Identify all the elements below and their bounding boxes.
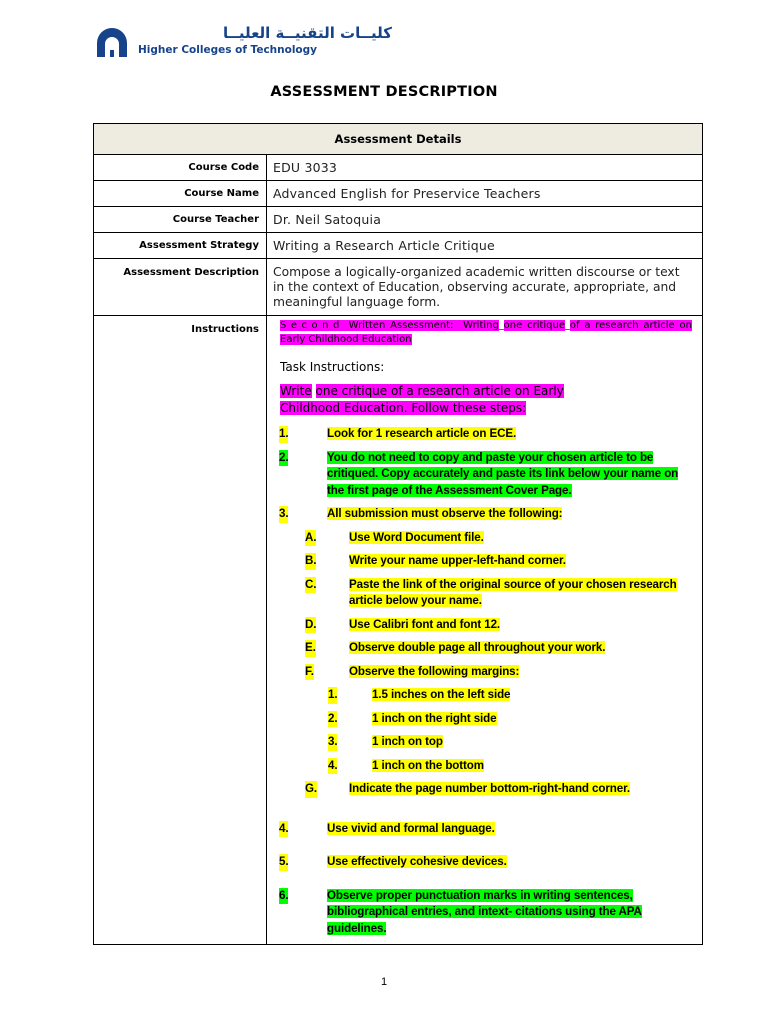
- margin-3-text: 1 inch on top: [372, 735, 443, 748]
- page-number: 1: [380, 976, 388, 988]
- list-item: B. Write your name upper-left-hand corner.: [327, 553, 692, 570]
- step-1-text: Look for 1 research article on ECE.: [327, 427, 517, 440]
- sub-step-c-text: Paste the link of the original source of your chosen research article below your name.: [349, 577, 677, 607]
- sub-step-b-text: Write your name upper-left-hand corner.: [349, 554, 566, 567]
- list-item: A. Use Word Document file.: [327, 530, 692, 547]
- table-row: [94, 181, 703, 207]
- intro-write: Write: [280, 384, 312, 398]
- margin-1-text: 1.5 inches on the left side: [372, 688, 511, 701]
- hct-arch-logo-icon: [95, 26, 129, 58]
- task-instructions-title: Task Instructions:: [280, 360, 385, 374]
- list-item: 5. Use effectively cohesive devices.: [303, 854, 692, 871]
- step-6-text: Observe proper punctuation marks in writing sentences, bibliographical entries, and intext- citations using the APA guidelines.: [327, 888, 642, 935]
- document-title: ASSESSMENT DESCRIPTION: [270, 84, 498, 100]
- table-row: [94, 207, 703, 233]
- assessment-details-table: [93, 123, 703, 945]
- course-code-value: EDU 3033: [267, 155, 703, 181]
- course-name-value: Advanced English for Preservice Teachers: [267, 181, 703, 207]
- table-row: [94, 233, 703, 259]
- sub-step-g-text: Indicate the page number bottom-right-hand corner.: [349, 782, 630, 795]
- intro-text: one critique of a research article on Early Childhood Education. Follow these steps:: [280, 384, 564, 415]
- writing-text: Writing: [463, 320, 499, 331]
- table-header: Assessment Details: [94, 124, 703, 155]
- assessment-description-label: Assessment Description: [94, 259, 267, 316]
- step-5-text: Use effectively cohesive devices.: [327, 855, 507, 868]
- second-assessment-line: [280, 319, 692, 347]
- list-item: D. Use Calibri font and font 12.: [327, 617, 692, 634]
- task-intro: [280, 383, 625, 417]
- list-item: F. Observe the following margins:: [327, 664, 692, 681]
- course-name-label: Course Name: [94, 181, 267, 207]
- list-item: 3. All submission must observe the following:: [303, 506, 692, 523]
- step-3-text: All submission must observe the following:: [327, 507, 563, 520]
- assessment-description-value: Compose a logically-organized academic written discourse or text in the context of Education, observing accurate, appropriate, and meaningful language form.: [267, 259, 703, 316]
- list-item: 3. 1 inch on top: [350, 734, 692, 751]
- list-item: 4. Use vivid and formal language.: [303, 821, 692, 838]
- table-row: [94, 259, 703, 316]
- sub-step-d-text: Use Calibri font and font 12.: [349, 617, 501, 631]
- list-item: 2. 1 inch on the right side: [350, 711, 692, 728]
- list-item: 1. Look for 1 research article on ECE.: [303, 426, 692, 443]
- hct-logo: [95, 24, 392, 60]
- list-item: 2. You do not need to copy and paste your chosen article to be critiqued. Copy accurately and paste its link below your name on the first page of the Assessment Cover Page.: [279, 450, 679, 497]
- course-teacher-label: Course Teacher: [94, 207, 267, 233]
- table-row: [94, 155, 703, 181]
- sub-step-e-text: Observe double page all throughout your work.: [349, 641, 606, 654]
- margin-2-text: 1 inch on the right side: [372, 711, 497, 725]
- step-4-text: Use vivid and formal language.: [327, 821, 495, 835]
- list-item: 4. 1 inch on the bottom: [350, 758, 692, 775]
- list-item: C. Paste the link of the original source of your chosen research article below your name.: [305, 577, 677, 607]
- written-assessment-text: Written Assessment:: [348, 320, 454, 331]
- list-item: 6. Observe proper punctuation marks in writing sentences, bibliographical entries, and intext- citations using the APA guidelines.: [279, 888, 642, 935]
- second-word: Second: [280, 320, 344, 331]
- table-row: [94, 316, 703, 945]
- one-critique-text: one critique: [503, 320, 566, 331]
- course-code-label: Course Code: [94, 155, 267, 181]
- sub-step-a-text: Use Word Document file.: [349, 530, 484, 544]
- list-item: 1. 1.5 inches on the left side: [350, 687, 692, 704]
- logo-arabic-text: كليــات التقنيــة العليــا: [222, 24, 392, 42]
- assessment-strategy-value: Writing a Research Article Critique: [267, 233, 703, 259]
- research-article-text: of a research article on Early Childhood Education: [280, 320, 692, 345]
- assessment-strategy-label: Assessment Strategy: [94, 233, 267, 259]
- course-teacher-value: Dr. Neil Satoquia: [267, 207, 703, 233]
- sub-step-f-text: Observe the following margins:: [349, 664, 520, 678]
- margin-4-text: 1 inch on the bottom: [372, 758, 484, 772]
- logo-english-text: Higher Colleges of Technology: [138, 44, 318, 56]
- step-2-text: You do not need to copy and paste your chosen article to be critiqued. Copy accurately and paste its link below your name on the first page of the Assessment Cover Page.: [327, 450, 679, 497]
- instructions-cell: [267, 316, 703, 945]
- instructions-label: Instructions: [94, 316, 267, 945]
- list-item: G. Indicate the page number bottom-right-hand corner.: [327, 781, 692, 798]
- list-item: E. Observe double page all throughout your work.: [327, 640, 692, 657]
